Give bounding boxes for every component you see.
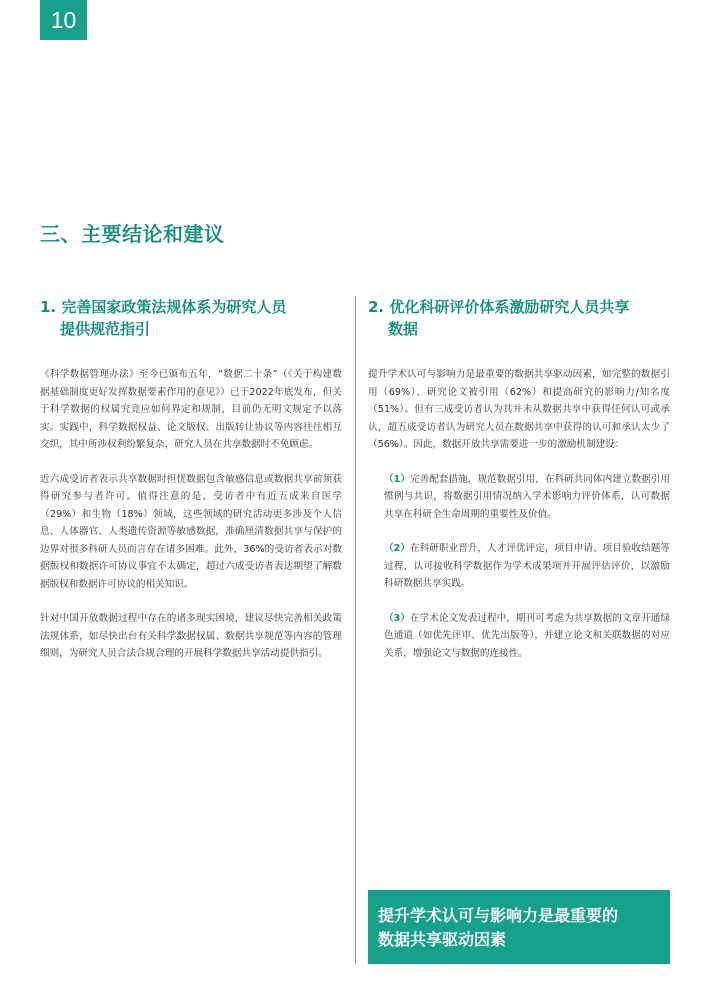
column-divider (355, 296, 356, 964)
list-item-text: 完善配套措施，规范数据引用，在科研共同体内建立数据引用惯例与共识，将数据引用情况纳入学术影响力评价体系，认可数据共享在科研全生命周期的重要性及价值。 (384, 473, 670, 520)
right-heading (368, 296, 670, 340)
section-title: 三、主要结论和建议 (40, 222, 225, 246)
right-heading-line1: 2. 优化科研评价体系激励研究人员共享 (368, 298, 630, 316)
left-paragraph-2: 近六成受访者表示共享数据时担忧数据包含敏感信息或数据共享前须获得研究参与者许可。值得注意的是，受访者中有近五成来自医学（29%）和生物（18%）领域，这些领域的研究活动更多涉及个人信息、人体器官、人类遗传资源等敏感数据，准确厘清数据共享与保护的边界对很多科研人员而言存在诸多困难。此外，36%的受访者表示对数据版权和数据许可协议事宜不太确定，超过六成受访者表达期望了解数据版权和数据许可协议的相关知识。 (40, 473, 342, 590)
list-item (368, 471, 670, 524)
left-paragraph-3: 针对中国开放数据过程中存在的诸多现实困境，建议尽快完善相关政策法规体系，如尽快出台有关科学数据权属、数据共享规范等内容的管理细则，为研究人员合法合规合理的开展科学数据共享活动提供指引。 (40, 613, 342, 659)
list-item-text: 在科研职业晋升，人才评优评定，项目申请、项目验收结题等过程，认可接收科学数据作为学术成果项并开展评估评价，以激励科研数据共享实践。 (384, 543, 670, 589)
callout-box (368, 890, 670, 964)
list-item (368, 540, 670, 593)
list-item-number: （3） (384, 612, 410, 624)
left-heading (40, 296, 342, 340)
right-intro: 提升学术认可与影响力是最重要的数据共享驱动因素，如完整的数据引用（69%）、研究论文被引用（62%）和提高研究的影响力/知名度（51%）。但有三成受访者认为其并未从数据共享中获得任何认可或承认，超五成受访者认为研究人员在数据共享中获得的认可和承认太少了（56%）。因此，数据开放共享需要进一步的激励机制建设： (368, 369, 670, 450)
list-item-text: 在学术论文发表过程中，期刊可考虑为共享数据的文章开通绿色通道（如优先评审、优先出版等），并建立论文和关联数据的对应关系，增强论文与数据的连接性。 (384, 612, 670, 659)
left-column (40, 296, 342, 680)
page-number: 10 (40, 0, 87, 40)
right-column (368, 296, 670, 679)
left-heading-line2: 提供规范指引 (60, 320, 151, 338)
left-paragraph-1: 《科学数据管理办法》至今已颁布五年，“数据二十条”（《关于构建数据基础制度更好发挥数据要素作用的意见》）已于2022年底发布，但关于科学数据的权属究竟应如何界定和规制，目前仍无明文规定予以落实。实践中，科学数据权益、论文版权、出版转让协议等内容往往相互交织，其中所涉权利纷繁复杂，研究人员在共享数据时不免顾虑。 (40, 369, 342, 450)
callout-line2: 数据共享驱动因素 (378, 930, 507, 949)
callout-line1: 提升学术认可与影响力是最重要的 (378, 906, 619, 925)
list-item (368, 610, 670, 663)
list-item-number: （2） (384, 543, 410, 554)
list-item-number: （1） (384, 473, 410, 485)
left-heading-line1: 1. 完善国家政策法规体系为研究人员 (40, 298, 287, 316)
right-heading-line2: 数据 (388, 320, 419, 338)
